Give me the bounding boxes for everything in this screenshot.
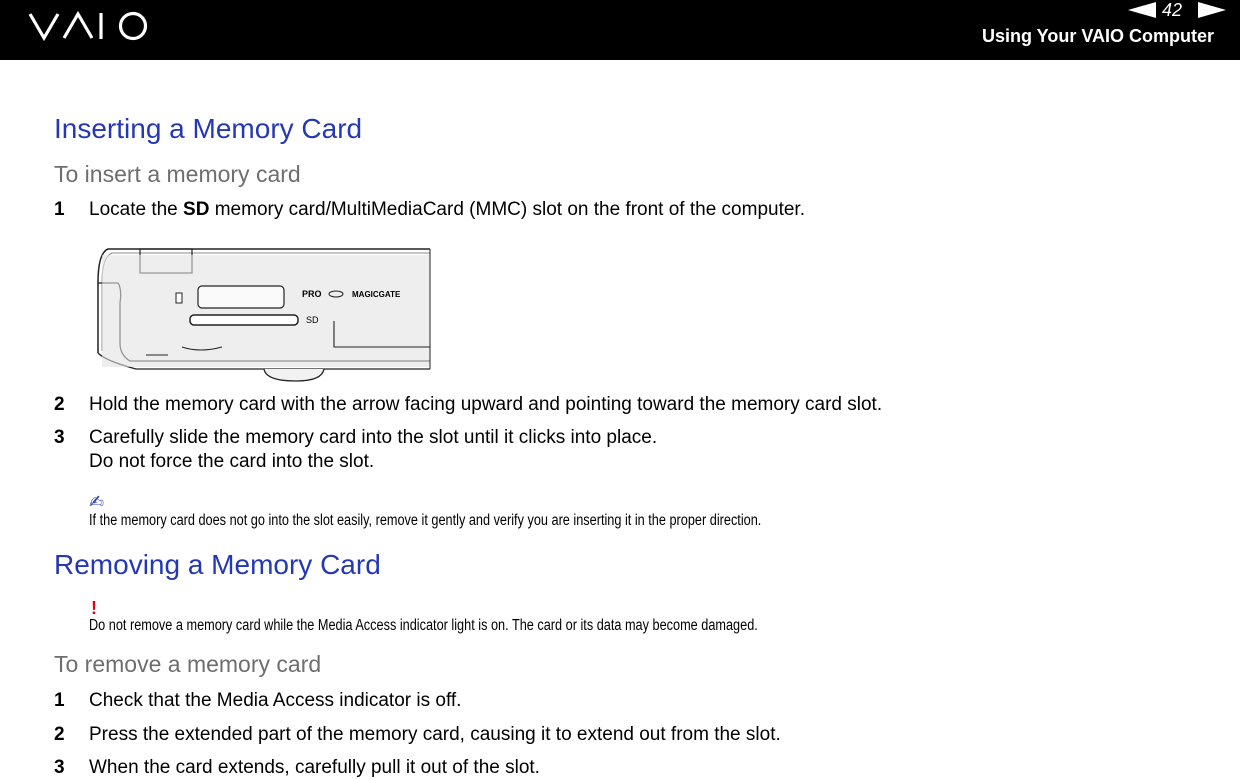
step-number: 1 xyxy=(54,199,65,220)
insert-procedure-title: To insert a memory card xyxy=(54,161,301,187)
step-text: Press the extended part of the memory card, causing it to extend out from the slot. xyxy=(89,724,781,745)
step-number: 2 xyxy=(54,724,65,745)
step-number: 3 xyxy=(54,427,65,448)
pro-label: PRO xyxy=(302,289,322,299)
step-text: Check that the Media Access indicator is off. xyxy=(89,690,462,711)
next-page-arrow-icon[interactable] xyxy=(1198,2,1226,18)
removing-heading: Removing a Memory Card xyxy=(54,549,381,580)
section-title: Using Your VAIO Computer xyxy=(981,26,1214,46)
step-text: When the card extends, carefully pull it out of the slot. xyxy=(89,757,540,778)
insert-note: If the memory card does not go into the slot easily, remove it gently and verify you are inserting it in the proper direction. xyxy=(89,512,762,529)
step-subtext: Do not force the card into the slot. xyxy=(89,451,375,472)
page-number: 42 xyxy=(1161,0,1183,20)
step-number: 2 xyxy=(54,394,65,415)
memory-card-slot-figure xyxy=(96,243,432,383)
remove-warning: Do not remove a memory card while the Media Access indicator light is on. The card or its data may become damaged. xyxy=(89,617,758,634)
warning-exclamation-icon: ! xyxy=(91,598,97,618)
step-text: Locate the SD memory card/MultiMediaCard (MMC) slot on the front of the computer. xyxy=(89,199,805,220)
note-pencil-icon: ✍ xyxy=(89,492,105,512)
step-number: 1 xyxy=(54,690,65,711)
step-text: Carefully slide the memory card into the slot until it clicks into place. xyxy=(89,427,658,448)
vaio-logo xyxy=(28,8,158,44)
inserting-heading: Inserting a Memory Card xyxy=(54,113,363,144)
remove-procedure-title: To remove a memory card xyxy=(54,651,322,677)
step-number: 3 xyxy=(54,757,65,778)
magicgate-label: MAGICGATE xyxy=(352,290,401,299)
sd-label: SD xyxy=(306,315,319,325)
step-text: Hold the memory card with the arrow facing upward and pointing toward the memory card slot. xyxy=(89,394,883,415)
previous-page-arrow-icon[interactable] xyxy=(1128,2,1156,18)
header-bar xyxy=(0,0,1240,60)
